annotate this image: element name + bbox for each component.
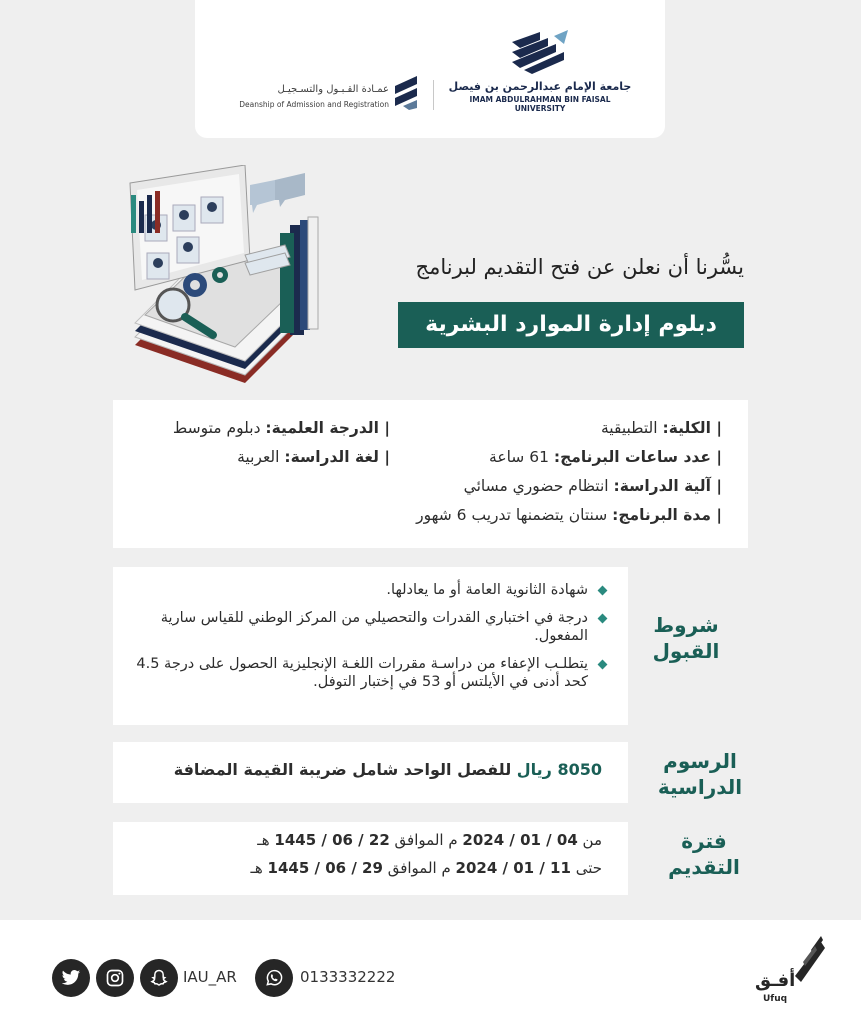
period-to: حتى 11 / 01 / 2024 م الموافق 29 / 06 / 1445 هـ <box>250 859 602 877</box>
period-title: فترة التقديم <box>668 829 740 879</box>
snapchat-icon[interactable] <box>140 959 178 997</box>
deanship-name-en: Deanship of Admission and Registration <box>239 100 389 109</box>
info-duration: | مدة البرنامج: سنتان يتضمنها تدريب 6 شهور <box>416 506 722 524</box>
info-college: | الكلية: التطبيقية <box>600 419 722 437</box>
university-emblem-icon <box>510 30 570 76</box>
condition-item: شهادة الثانوية العامة أو ما يعادلها. <box>127 581 610 600</box>
duration-value: سنتان يتضمنها تدريب 6 شهور <box>416 506 608 524</box>
conditions-box <box>113 567 628 725</box>
ufuq-name-en: Ufuq <box>763 994 788 1004</box>
hours-value: 61 ساعة <box>489 448 549 466</box>
ufuq-name-ar: أفـق <box>755 970 796 991</box>
university-name-ar: جامعة الإمام عبدالرحمن بن فيصل <box>448 80 632 93</box>
fees-title: الرسوم الدراسية <box>657 749 743 799</box>
fees-description: للفصل الواحد شامل ضريبة القيمة المضافة <box>173 760 512 779</box>
program-info-card <box>113 400 748 548</box>
header-divider <box>433 80 434 110</box>
period-from: من 04 / 01 / 2024 م الموافق 22 / 06 / 1445 هـ <box>257 831 602 849</box>
mode-value: انتظام حضوري مسائي <box>463 477 609 495</box>
fees-amount: 8050 ريال <box>516 760 602 779</box>
language-label: لغة الدراسة: <box>284 448 379 466</box>
info-language: | لغة الدراسة: العربية <box>237 448 390 466</box>
fees-box <box>113 742 628 803</box>
university-name-en: IMAM ABDULRAHMAN BIN FAISAL UNIVERSITY <box>469 95 611 113</box>
diamond-bullet-icon <box>598 586 608 596</box>
hours-label: عدد ساعات البرنامج: <box>553 448 711 466</box>
mode-label: آلية الدراسة: <box>613 477 711 495</box>
program-title: دبلوم إدارة الموارد البشرية <box>398 302 744 348</box>
footer <box>0 920 861 1024</box>
twitter-icon[interactable] <box>52 959 90 997</box>
whatsapp-icon[interactable] <box>255 959 293 997</box>
info-hours: | عدد ساعات البرنامج: 61 ساعة <box>489 448 722 466</box>
condition-item: درجة في اختباري القدرات والتحصيلي من المركز الوطني للقياس سارية المفعول. <box>127 609 610 646</box>
info-degree: | الدرجة العلمية: دبلوم متوسط <box>172 419 390 437</box>
degree-label: الدرجة العلمية: <box>265 419 379 437</box>
college-label: الكلية: <box>662 419 711 437</box>
deanship-emblem-icon <box>395 76 417 110</box>
intro-text: يسُّرنا أن نعلن عن فتح التقديم لبرنامج <box>415 255 744 279</box>
instagram-icon[interactable] <box>96 959 134 997</box>
phone-number[interactable]: 0133332222 <box>300 968 396 986</box>
degree-value: دبلوم متوسط <box>172 419 261 437</box>
language-value: العربية <box>237 448 280 466</box>
ufuq-logo <box>755 936 825 1006</box>
info-mode: | آلية الدراسة: انتظام حضوري مسائي <box>463 477 722 495</box>
diamond-bullet-icon <box>598 613 608 623</box>
university-logo <box>445 30 635 113</box>
diamond-bullet-icon <box>598 659 608 669</box>
period-box <box>113 822 628 895</box>
college-value: التطبيقية <box>600 419 658 437</box>
laptop-illustration <box>125 165 350 390</box>
deanship-name-ar: عمـادة القـبـول والتسـجيـل <box>277 84 389 95</box>
fees-text <box>123 760 602 779</box>
conditions-title: شروط القبول <box>652 613 720 663</box>
header-card <box>195 0 665 138</box>
social-handle[interactable]: IAU_AR <box>183 968 237 986</box>
ufuq-emblem-icon <box>795 936 825 982</box>
condition-item: يتطلـب الإعفاء من دراسـة مقررات اللغـة الإنجليزية الحصول على درجة 4.5 كحد أدنى في الأيلتس أو 53 في إختبار التوفل. <box>127 655 610 692</box>
conditions-list <box>127 581 610 692</box>
duration-label: مدة البرنامج: <box>612 506 711 524</box>
